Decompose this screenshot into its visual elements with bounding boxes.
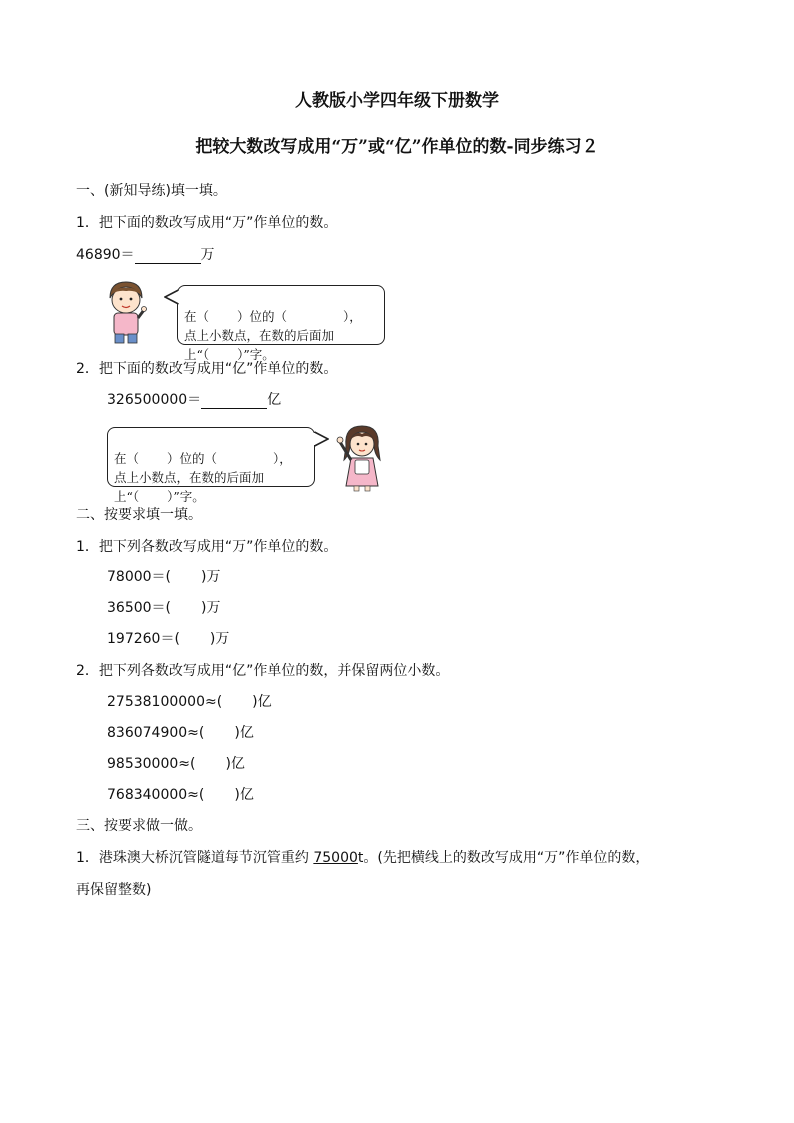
bubble1-tail-icon [164,288,180,306]
s1-q1-expr: 46890＝ [76,247,135,263]
s2-q1-item-2-expr: 36500＝( [107,600,171,616]
bubble2-tail-icon [313,430,329,448]
bubble2-line3b: ）”字。 [167,489,205,504]
s1-q2-answer-line [107,391,281,409]
s2-q1-item-2-close: )万 [201,600,221,616]
section2-heading: 二、按要求填一填。 [76,507,202,523]
s3-q1-text-b: t。(先把横线上的数改写成用“万”作单位的数， [357,850,650,866]
s1-q2-unit: 亿 [267,392,282,408]
bubble1-line3a: 上“（ [184,347,210,362]
s2-q1-item-1-expr: 78000＝( [107,569,171,585]
s2-q1-item-3-expr: 197260＝( [107,631,180,647]
s2-q2-item-4 [107,786,254,804]
s2-q2-item-4-close: )亿 [234,787,254,803]
section1-heading: 一、(新知导练)填一填。 [76,183,227,199]
s2-q2-item-1 [107,693,272,711]
page-title: 人教版小学四年级下册数学 [295,91,499,111]
s2-q2-item-3-expr: 98530000≈( [107,756,196,772]
s2-q1-prompt: 1．把下列各数改写成用“万”作单位的数。 [76,539,338,555]
bubble1-line2: 点上小数点，在数的后面加 [184,328,335,343]
s2-q2-item-3 [107,755,245,773]
s1-q1-answer-line [76,246,215,264]
s2-q2-item-2-expr: 836074900≈( [107,725,205,741]
bubble2-line1b: ）位的（ [167,451,218,466]
s2-q1-item-1 [107,568,220,586]
s2-q2-item-3-close: )亿 [225,756,245,772]
s2-q2-item-1-expr: 27538100000≈( [107,694,223,710]
s3-q1-line1 [76,849,649,867]
bubble1-line1a: 在（ [184,309,210,324]
s2-q1-item-3-close: )万 [209,631,230,647]
bubble2-line1a: 在（ [114,451,140,466]
s1-q1-prompt: 1．把下面的数改写成用“万”作单位的数。 [76,215,338,231]
bubble1-line1c: ）， [343,309,362,324]
page-subtitle: 把较大数改写成用“万”或“亿”作单位的数-同步练习２ [195,137,599,157]
bubble1-line3b: ）”字。 [237,347,275,362]
s1-q2-prompt: 2．把下面的数改写成用“亿”作单位的数。 [76,361,338,377]
s2-q2-item-4-expr: 768340000≈( [107,787,205,803]
hint-bubble-1 [177,285,385,362]
bubble2-line1c: ）， [273,451,292,466]
section3-heading: 三、按要求做一做。 [76,818,202,834]
boy-illustration-icon [102,278,150,344]
s1-q1-blank[interactable] [135,249,201,264]
hint-bubble-2 [107,427,315,504]
s3-q1-text-a: 1．港珠澳大桥沉管隧道每节沉管重约 [76,850,314,866]
girl-illustration-icon [336,420,388,492]
s1-q2-expr: 326500000＝ [107,392,202,408]
bubble2-line2: 点上小数点，在数的后面加 [114,470,265,485]
s3-q1-underlined-number: 75000 [313,850,358,866]
s2-q2-prompt: 2．把下列各数改写成用“亿”作单位的数，并保留两位小数。 [76,663,450,679]
s2-q1-item-2 [107,599,220,617]
bubble1-line1b: ）位的（ [237,309,288,324]
bubble2-line3a: 上“（ [114,489,140,504]
s1-q2-blank[interactable] [201,394,267,409]
s3-q1-line2: 再保留整数) [76,882,152,898]
s2-q2-item-1-close: )亿 [252,694,272,710]
s2-q2-item-2 [107,724,254,742]
s1-q1-unit: 万 [200,247,215,263]
s2-q1-item-3 [107,630,229,648]
s2-q1-item-1-close: )万 [201,569,221,585]
s2-q2-item-2-close: )亿 [234,725,254,741]
